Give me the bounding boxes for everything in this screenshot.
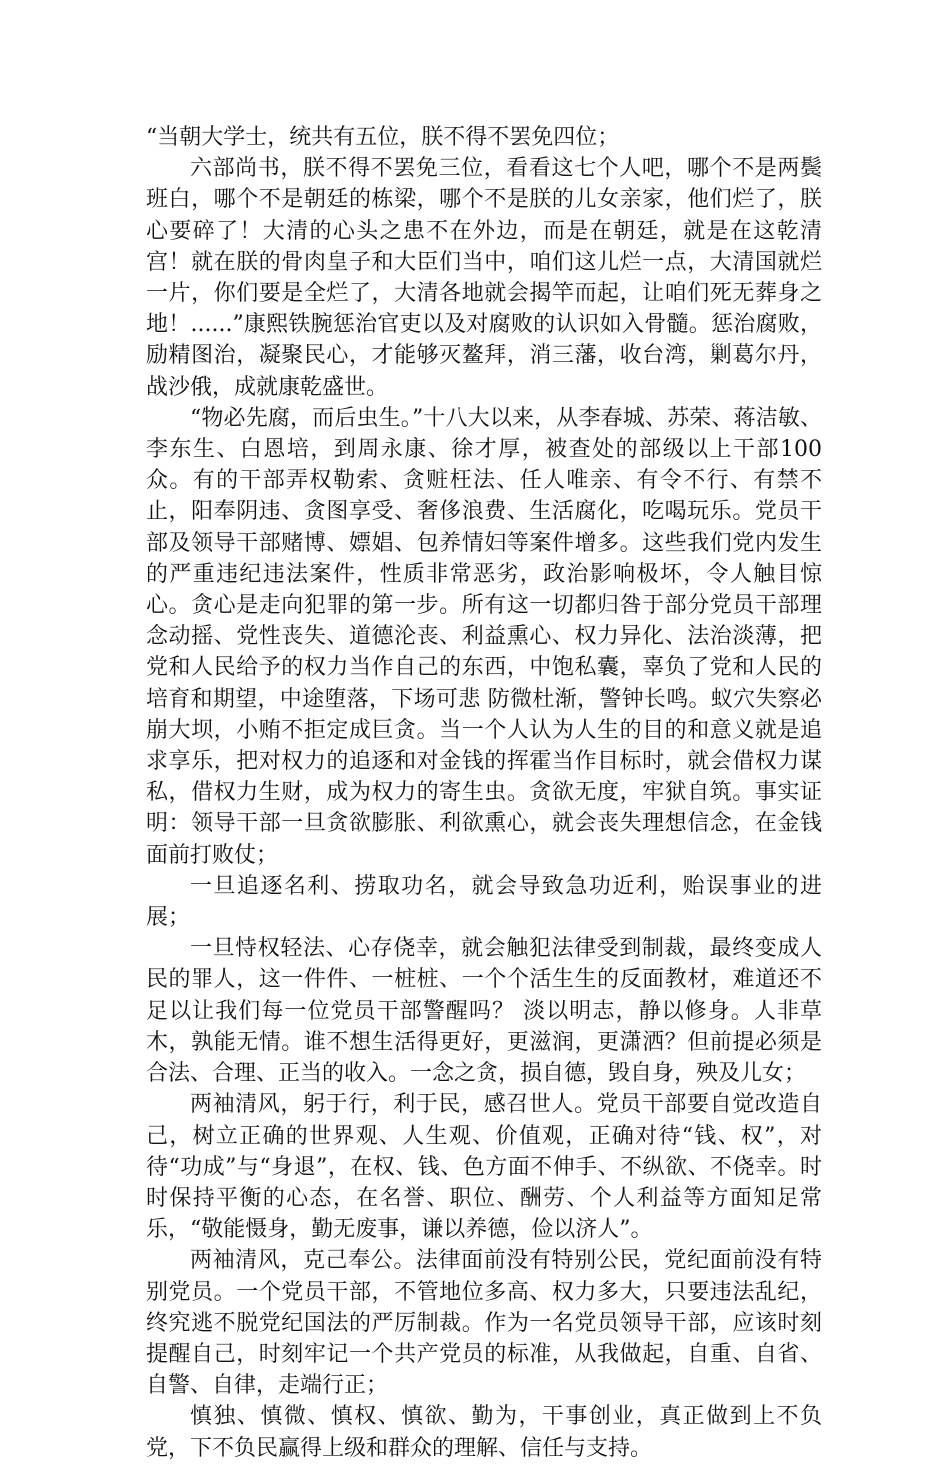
paragraph-7: 两袖清风，克己奉公。法律面前没有特别公民，党纪面前没有特别党员。一个党员干部，不管地位多高、权力多大，只要违法乱纪，终究逃不脱党纪国法的严厉制裁。作为一名党员领导干部，应该时刻提醒自己，时刻牢记一个共产党员的标准，从我做起，自重、自省、自警、自律，走端行正； [146, 1248, 822, 1399]
paragraph-3: “物必先腐，而后虫生。”十八大以来，从李春城、苏荣、蒋洁敏、李东生、白恩培，到周永康、徐才厚，被查处的部级以上干部100众。有的干部弄权勒索、贪赃枉法、任人唯亲、有令不行、有禁不止，阳奉阴违、贪图享受、奢侈浪费、生活腐化，吃喝玩乐。党员干部及领导干部赌博、嫖娼、包养情妇等案件增多。这些我们党内发生的严重违纪违法案件，性质非常恶劣，政治影响极坏，令人触目惊心。贪心是走向犯罪的第一步。所有这一切都归咎于部分党员干部理念动摇、党性丧失、道德沦丧、利益熏心、权力异化、法治淡薄，把党和人民给予的权力当作自己的东西，中饱私囊，辜负了党和人民的培育和期望，中途堕落，下场可悲 防微杜渐，警钟长鸣。蚁穴失察必崩大坝，小贿不拒定成巨贪。当一个人认为人生的目的和意义就是追求享乐，把对权力的追逐和对金钱的挥霍当作目标时，就会借权力谋私，借权力生财，成为权力的寄生虫。贪欲无度，牢狱自筑。事实证明：领导干部一旦贪欲膨胀、利欲熏心，就会丧失理想信念，在金钱面前打败仗； [146, 405, 822, 868]
paragraph-4: 一旦追逐名利、捞取功名，就会导致急功近利，贻误事业的进展； [146, 873, 822, 931]
paragraph-2: 六部尚书，朕不得不罢免三位，看看这七个人吧，哪个不是两鬓班白，哪个不是朝廷的栋梁，哪个不是朕的儿女亲家，他们烂了，朕心要碎了！大清的心头之患不在外边，而是在朝廷，就是在这乾清宫！就在朕的骨肉皇子和大臣们当中，咱们这儿烂一点，大清国就烂一片，你们要是全烂了，大清各地就会揭竿而起，让咱们死无葬身之地！......”康熙铁腕惩治官吏以及对腐败的认识如入骨髓。惩治腐败，励精图治，凝聚民心，才能够灭鳌拜，消三藩，收台湾，剿葛尔丹，战沙俄，成就康乾盛世。 [146, 156, 822, 400]
document-body [146, 122, 822, 1464]
paragraph-5: 一旦恃权轻法、心存侥幸，就会触犯法律受到制裁，最终变成人民的罪人，这一件件、一桩桩、一个个活生生的反面教材，难道还不足以让我们每一位党员干部警醒吗？ 淡以明志，静以修身。人非草木，孰能无情。谁不想生活得更好，更滋润，更潇洒？但前提必须是合法、合理、正当的收入。一念之贪，损自德，毁自身，殃及儿女； [146, 936, 822, 1087]
paragraph-1: “当朝大学士，统共有五位，朕不得不罢免四位； [146, 125, 620, 150]
paragraph-6: 两袖清风，躬于行，利于民，感召世人。党员干部要自觉改造自己，树立正确的世界观、人生观、价值观，正确对待“钱、权”，对待“功成”与“身退”，在权、钱、色方面不伸手、不纵欲、不侥幸。时时保持平衡的心态，在名誉、职位、酬劳、个人利益等方面知足常乐，“敬能慑身，勤无废事，谦以养德，俭以济人”。 [146, 1092, 822, 1243]
paragraph-8: 慎独、慎微、慎权、慎欲、勤为，干事创业，真正做到上不负党，下不负民赢得上级和群众的理解、信任与支持。 [146, 1404, 822, 1461]
